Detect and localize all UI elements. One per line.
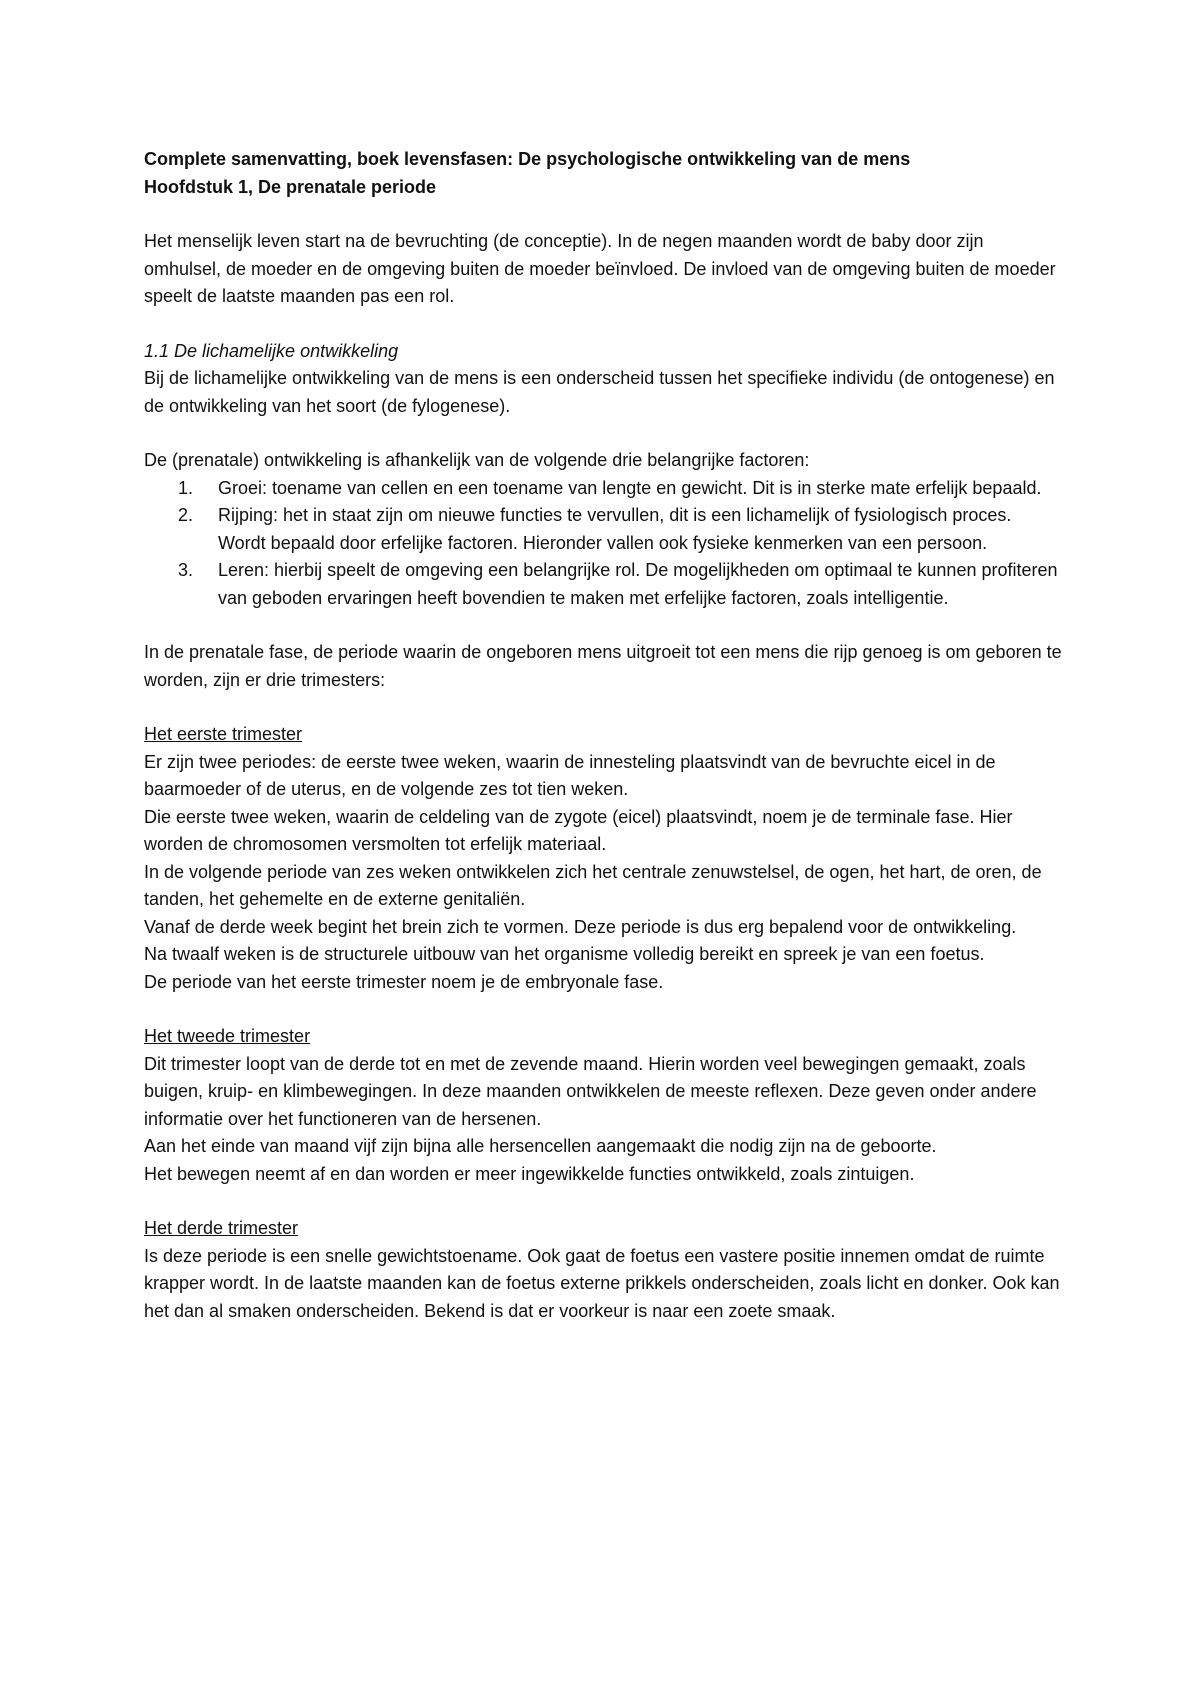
list-item [144, 502, 1064, 557]
factors-intro: De (prenatale) ontwikkeling is afhankelijk van de volgende drie belangrijke factoren: [144, 450, 810, 470]
list-item [144, 475, 1064, 503]
trimester-2-line: Het bewegen neemt af en dan worden er meer ingewikkelde functies ontwikkeld, zoals zintuigen. [144, 1163, 915, 1184]
spacer [144, 201, 1064, 228]
list-text: Rijping: het in staat zijn om nieuwe functies te vervullen, dit is een lichamelijk of fysiologisch proces. Wordt bepaald door erfelijke factoren. Hieronder vallen ook fysieke kenmerken van een persoon. [218, 505, 1012, 553]
trimesters-intro: In de prenatale fase, de periode waarin de ongeboren mens uitgroeit tot een mens die rijp genoeg is om geboren te worden, zijn er drie trimesters: [144, 642, 1062, 690]
list-text: Leren: hierbij speelt de omgeving een belangrijke rol. De mogelijkheden om optimaal te kunnen profiteren van geboden ervaringen heeft bovendien te maken met erfelijke factoren, zoals intelligentie. [218, 560, 1058, 608]
trimester-2-line: Aan het einde van maand vijf zijn bijna alle hersencellen aangemaakt die nodig zijn na de geboorte. [144, 1136, 937, 1156]
trimester-1-line: In de volgende periode van zes weken ontwikkelen zich het centrale zenuwstelsel, de ogen, het hart, de oren, de tanden, het gehemelte en de externe genitaliën. [144, 861, 1042, 909]
trimester-1-heading: Het eerste trimester [144, 724, 303, 744]
trimester-2-line: Dit trimester loopt van de derde tot en met de zevende maand. Hierin worden veel bewegingen gemaakt, zoals buigen, kruip- en klimbewegingen. In deze maanden ontwikkelen de meeste reflexen. Deze geven onder andere informatie over het functioneren van de hersenen. [144, 1053, 1037, 1129]
trimester-1-line: Na twaalf weken is de structurele uitbouw van het organisme volledig bereikt en spreek je van een foetus. [144, 944, 985, 964]
trimester-3-heading: Het derde trimester [144, 1218, 299, 1238]
spacer [144, 420, 1064, 447]
intro-paragraph: Het menselijk leven start na de bevruchting (de conceptie). In de negen maanden wordt de baby door zijn omhulsel, de moeder en de omgeving buiten de moeder beïnvloed. De invloed van de omgeving buiten de moeder speelt de laatste maanden pas een rol. [144, 231, 1056, 306]
spacer [144, 1188, 1064, 1215]
trimester-1-line: De periode van het eerste trimester noem je de embryonale fase. [144, 971, 664, 992]
trimester-1-line: Die eerste twee weken, waarin de celdeling van de zygote (eicel) plaatsvindt, noem je de terminale fase. Hier worden de chromosomen versmolten tot erfelijk materiaal. [144, 806, 1013, 854]
spacer [144, 311, 1064, 338]
document-page [144, 146, 1064, 1325]
spacer [144, 996, 1064, 1023]
list-text: Groei: toename van cellen en een toename van lengte en gewicht. Dit is in sterke mate erfelijk bepaald. [218, 477, 1042, 498]
section-paragraph: Bij de lichamelijke ontwikkeling van de mens is een onderscheid tussen het specifieke individu (de ontogenese) en de ontwikkeling van het soort (de fylogenese). [144, 368, 1055, 416]
trimester-1-line: Vanaf de derde week begint het brein zich te vormen. Deze periode is dus erg bepalend voor de ontwikkeling. [144, 916, 1017, 937]
list-number: 3. [178, 560, 194, 580]
chapter-title: Hoofdstuk 1, De prenatale periode [144, 176, 437, 197]
trimester-2-heading: Het tweede trimester [144, 1026, 311, 1046]
spacer [144, 694, 1064, 721]
section-heading-1-1: 1.1 De lichamelijke ontwikkeling [144, 340, 399, 361]
list-item [144, 557, 1064, 612]
trimester-3-line: Is deze periode is een snelle gewichtstoename. Ook gaat de foetus een vastere positie innemen omdat de ruimte krapper wordt. In de laatste maanden kan de foetus externe prikkels onderscheiden, zoals licht en donker. Ook kan het dan al smaken onderscheiden. Bekend is dat er voorkeur is naar een zoete smaak. [144, 1245, 1060, 1321]
list-number: 1. [178, 477, 194, 498]
spacer [144, 612, 1064, 639]
document-title: Complete samenvatting, boek levensfasen: De psychologische ontwikkeling van de mens [144, 149, 911, 169]
factors-list [144, 475, 1064, 613]
trimester-1-line: Er zijn twee periodes: de eerste twee weken, waarin de innesteling plaatsvindt van de bevruchte eicel in de baarmoeder of de uterus, en de volgende zes tot tien weken. [144, 751, 996, 799]
list-number: 2. [178, 505, 194, 525]
